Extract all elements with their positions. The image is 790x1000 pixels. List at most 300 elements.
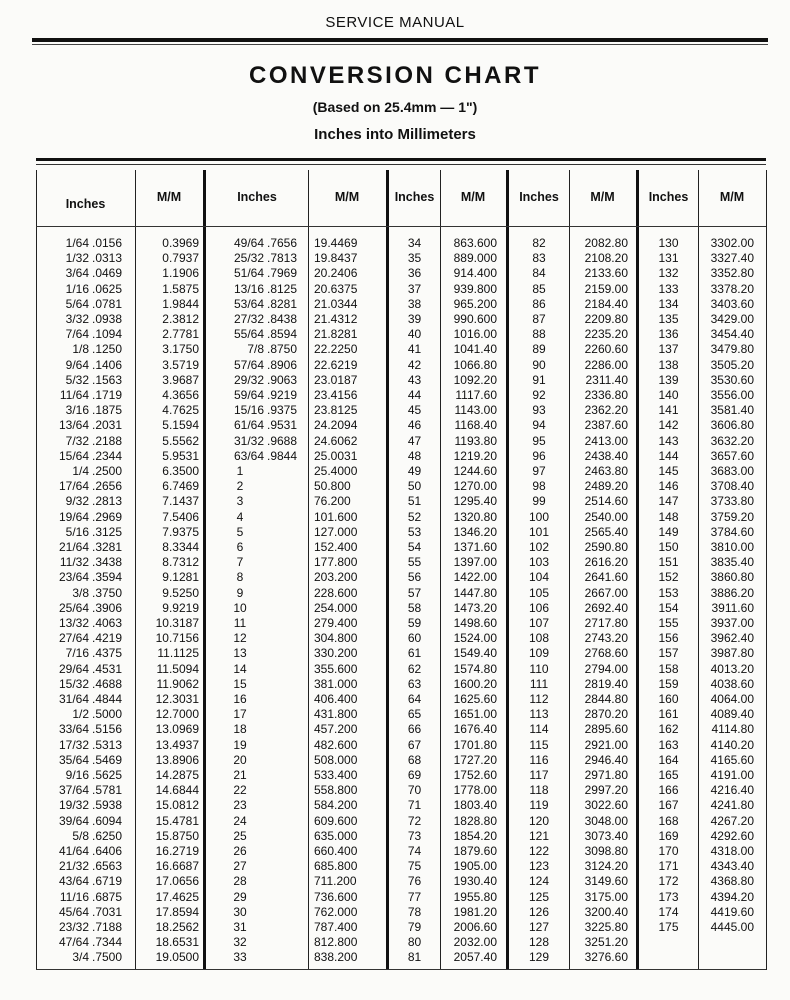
mm-cell: 609.600 (314, 813, 358, 828)
fraction-cell: 57/64 (233, 357, 264, 372)
inch-cell: 114 (529, 722, 549, 737)
fraction-cell: 1/4 (72, 464, 89, 478)
inch-cell: 3 (236, 494, 244, 509)
decimal-cell: .1094 (92, 327, 123, 342)
inch-cell: 31 (233, 920, 247, 934)
inch-cell: 72 (407, 813, 422, 828)
mm-cell: 18.2562 (155, 920, 199, 934)
fraction-cell: 49/64 (233, 236, 264, 250)
inch-cell: 79 (407, 920, 422, 934)
mm-cell: 2489.20 (584, 479, 628, 494)
inch-cell: 42 (407, 357, 422, 372)
inch-cell: 98 (532, 479, 546, 494)
inch-cell: 174 (658, 904, 679, 919)
inch-cell: 67 (407, 737, 422, 752)
inch-cell: 90 (532, 357, 546, 372)
mm-cell: 1549.40 (453, 646, 497, 661)
mm-cell: 584.200 (314, 798, 358, 813)
decimal-cell: .8281 (267, 296, 298, 311)
mm-cell: 23.8125 (314, 403, 358, 418)
fraction-cell: 7/16 (65, 646, 89, 661)
mm-cell: 5.1594 (162, 418, 199, 433)
mm-cell: 4038.60 (710, 676, 754, 691)
mm-cell: 50.800 (314, 479, 351, 494)
mm-cell: 2184.40 (584, 296, 628, 311)
inch-cell: 148 (658, 509, 679, 524)
mm-cell: 16.6687 (155, 859, 199, 874)
decimal-cell: .1875 (92, 403, 123, 418)
mm-cell: 5.5562 (162, 433, 199, 448)
mm-cell: 6.3500 (162, 464, 199, 478)
inch-cell: 29 (233, 889, 247, 904)
mm-cell: 2794.00 (584, 661, 628, 676)
decimal-cell: .1719 (92, 388, 123, 402)
inch-cell: 43 (407, 372, 422, 387)
mm-cell: 685.800 (314, 859, 358, 874)
mm-cell: 1651.00 (453, 707, 497, 722)
inch-cell: 143 (658, 433, 679, 448)
fraction-cell: 27/32 (233, 312, 264, 326)
mm-cell: 3683.00 (710, 464, 754, 478)
inch-cell: 10 (233, 600, 247, 615)
mm-cell: 3708.40 (710, 479, 754, 494)
mm-cell: 2133.60 (584, 266, 628, 281)
fraction-cell: 5/64 (65, 296, 89, 311)
mm-cell: 3175.00 (584, 889, 628, 904)
mm-cell: 2692.40 (584, 600, 628, 615)
decimal-cell: .0625 (92, 281, 123, 296)
mm-cell: 25.0031 (314, 448, 358, 463)
mm-cell: 11.9062 (156, 676, 199, 691)
inch-cell: 87 (532, 312, 546, 326)
decimal-cell: .5625 (92, 768, 123, 782)
fraction-cell: 9/16 (65, 768, 89, 782)
fraction-cell: 3/4 (72, 950, 89, 965)
mm-cell: 2336.80 (584, 388, 628, 402)
inch-cell: 68 (407, 752, 422, 767)
inch-cell: 146 (658, 479, 679, 494)
col-head-mm-5: M/M (719, 190, 745, 204)
mm-cell: 4216.40 (710, 783, 754, 798)
decimal-cell: .3594 (92, 570, 123, 585)
mm-cell: 1803.40 (453, 798, 497, 813)
mm-cell: 381.000 (314, 676, 358, 691)
mm-cell: 1320.80 (453, 509, 497, 524)
fraction-cell: 53/64 (233, 296, 264, 311)
inch-cell: 40 (407, 327, 422, 342)
mm-cell: 11.5094 (156, 661, 199, 676)
inch-cell: 39 (407, 312, 422, 326)
mm-cell: 19.0500 (155, 950, 199, 965)
inch-cell: 86 (532, 296, 546, 311)
col-head-mm-1: M/M (156, 190, 182, 204)
inch-cell: 168 (658, 813, 679, 828)
inch-cell: 2 (236, 479, 244, 494)
mm-cell: 2844.80 (584, 692, 628, 706)
inch-cell: 144 (658, 448, 679, 463)
mm-cell: 1981.20 (453, 904, 497, 919)
fraction-cell: 59/64 (233, 388, 264, 402)
inch-cell: 110 (529, 661, 549, 676)
mm-cell: 17.4625 (155, 889, 199, 904)
inch-cell: 113 (529, 707, 549, 722)
fraction-cell: 17/64 (58, 479, 89, 494)
inch-cell: 78 (407, 904, 422, 919)
col-head-inches-3: Inches (394, 190, 435, 204)
fraction-cell: 63/64 (233, 448, 264, 463)
inch-cell: 107 (528, 616, 550, 630)
inch-cell: 53 (407, 524, 422, 539)
mm-cell: 4013.20 (710, 661, 754, 676)
mm-cell: 203.200 (314, 570, 358, 585)
inch-cell: 128 (528, 935, 550, 950)
mm-cell: 1168.40 (454, 418, 497, 433)
decimal-cell: .8125 (267, 281, 298, 296)
mm-cell: 1955.80 (453, 889, 497, 904)
mm-cell: 25.4000 (314, 464, 358, 478)
mm-cell: 3835.40 (710, 555, 754, 570)
fraction-cell: 5/32 (65, 372, 89, 387)
inch-cell: 165 (658, 768, 679, 782)
fraction-cell: 51/64 (233, 266, 264, 281)
mm-cell: 15.4781 (155, 813, 199, 828)
mm-cell: 3149.60 (584, 874, 628, 889)
mm-cell: 355.600 (314, 661, 358, 676)
inch-cell: 119 (529, 798, 549, 813)
decimal-cell: .7813 (267, 251, 298, 266)
inch-cell: 4 (236, 509, 244, 524)
mm-cell: 2641.60 (584, 570, 628, 585)
mm-cell: 2921.00 (584, 737, 628, 752)
mm-cell: 1854.20 (453, 828, 497, 843)
inch-cell: 70 (407, 783, 422, 798)
inch-cell: 15 (233, 676, 247, 691)
mm-cell: 3987.80 (710, 646, 754, 661)
inch-cell: 173 (658, 889, 679, 904)
inch-cell: 57 (407, 585, 422, 600)
fraction-cell: 3/32 (65, 312, 89, 326)
inch-cell: 108 (528, 631, 550, 646)
fraction-cell: 35/64 (58, 752, 89, 767)
fraction-cell: 11/32 (59, 555, 89, 570)
decimal-cell: .0469 (92, 266, 123, 281)
inch-cell: 115 (529, 737, 549, 752)
mm-cell: 889.000 (453, 251, 497, 266)
mm-cell: 2743.20 (584, 631, 628, 646)
fraction-cell: 5/8 (72, 828, 89, 843)
inch-cell: 160 (658, 692, 679, 706)
inch-cell: 50 (407, 479, 422, 494)
inch-cell: 105 (528, 585, 550, 600)
fraction-cell: 23/32 (58, 920, 89, 934)
inch-cell: 36 (407, 266, 422, 281)
mm-cell: 0.7937 (162, 251, 199, 266)
inch-cell: 120 (528, 813, 550, 828)
decimal-cell: .7344 (92, 935, 123, 950)
mm-cell: 1422.00 (453, 570, 497, 585)
inch-cell: 88 (532, 327, 546, 342)
inch-cell: 84 (532, 266, 546, 281)
inch-cell: 27 (233, 859, 247, 874)
inch-cell: 151 (658, 555, 679, 570)
mm-cell: 965.200 (453, 296, 497, 311)
mm-cell: 1752.60 (453, 768, 497, 782)
column-divider (698, 170, 699, 970)
inch-cell: 76 (407, 874, 422, 889)
inch-cell: 97 (532, 464, 546, 478)
inch-cell: 138 (658, 357, 679, 372)
inch-cell: 135 (658, 312, 679, 326)
decimal-cell: .9375 (267, 403, 298, 418)
fraction-cell: 23/64 (58, 570, 89, 585)
decimal-cell: .0156 (92, 236, 123, 250)
inch-cell: 19 (233, 737, 247, 752)
inch-cell: 1 (236, 464, 244, 478)
mm-cell: 177.800 (314, 555, 358, 570)
inch-cell: 17 (233, 707, 247, 722)
mm-cell: 2514.60 (584, 494, 628, 509)
fraction-cell: 33/64 (58, 722, 89, 737)
mm-cell: 1346.20 (453, 524, 497, 539)
inch-cell: 102 (528, 540, 550, 554)
inch-cell: 141 (658, 403, 679, 418)
inch-cell: 152 (658, 570, 679, 585)
inch-cell: 23 (233, 798, 247, 813)
decimal-cell: .6250 (92, 828, 123, 843)
decimal-cell: .5000 (92, 707, 123, 722)
col-head-inches-5: Inches (648, 190, 689, 204)
fraction-cell: 19/32 (58, 798, 89, 813)
mm-cell: 8.7312 (162, 555, 199, 570)
mm-cell: 3200.40 (584, 904, 628, 919)
inch-cell: 35 (407, 251, 422, 266)
page-subtitle-2: Inches into Millimeters (314, 126, 476, 143)
inch-cell: 83 (532, 251, 546, 266)
inch-cell: 106 (528, 600, 550, 615)
mm-cell: 14.2875 (155, 768, 199, 782)
mm-cell: 3.5719 (162, 357, 199, 372)
inch-cell: 77 (407, 889, 422, 904)
mm-cell: 3378.20 (710, 281, 754, 296)
mm-cell: 13.8906 (155, 752, 199, 767)
mm-cell: 18.6531 (155, 935, 199, 950)
mm-cell: 3302.00 (710, 236, 754, 250)
inch-cell: 145 (658, 464, 679, 478)
fraction-cell: 1/16 (65, 281, 89, 296)
decimal-cell: .7656 (267, 236, 298, 250)
fraction-cell: 13/64 (58, 418, 89, 433)
mm-cell: 2819.40 (584, 676, 628, 691)
mm-cell: 9.1281 (162, 570, 199, 585)
mm-cell: 76.200 (314, 494, 351, 509)
mm-cell: 3860.80 (710, 570, 754, 585)
inch-cell: 121 (528, 828, 550, 843)
inch-cell: 75 (407, 859, 422, 874)
col-head-mm-3: M/M (460, 190, 486, 204)
inch-cell: 92 (532, 388, 546, 402)
inch-cell: 95 (532, 433, 546, 448)
mm-cell: 3225.80 (584, 920, 628, 934)
mm-cell: 3530.60 (710, 372, 754, 387)
decimal-cell: .5781 (92, 783, 123, 798)
inch-cell: 101 (528, 524, 550, 539)
decimal-cell: .2813 (92, 494, 123, 509)
inch-cell: 52 (407, 509, 422, 524)
inch-cell: 134 (658, 296, 679, 311)
mm-cell: 1219.20 (453, 448, 497, 463)
inch-cell: 118 (529, 783, 549, 798)
inch-cell: 117 (529, 768, 549, 782)
mm-cell: 431.800 (314, 707, 358, 722)
inch-cell: 161 (658, 707, 679, 722)
decimal-cell: .7031 (92, 904, 123, 919)
mm-cell: 3505.20 (710, 357, 754, 372)
mm-cell: 127.000 (314, 524, 358, 539)
inch-cell: 149 (658, 524, 679, 539)
mm-cell: 4.7625 (162, 403, 199, 418)
decimal-cell: .3750 (92, 585, 123, 600)
decimal-cell: .9844 (267, 448, 298, 463)
fraction-cell: 25/64 (58, 600, 89, 615)
fraction-cell: 15/32 (58, 676, 89, 691)
inch-cell: 89 (532, 342, 546, 357)
inch-cell: 142 (658, 418, 679, 433)
mm-cell: 2286.00 (584, 357, 628, 372)
inch-cell: 91 (532, 372, 546, 387)
mm-cell: 4445.00 (710, 920, 754, 934)
inch-cell: 147 (658, 494, 679, 509)
mm-cell: 4394.20 (710, 889, 754, 904)
fraction-cell: 47/64 (58, 935, 89, 950)
decimal-cell: .9531 (267, 418, 298, 433)
decimal-cell: .8750 (267, 342, 298, 357)
mm-cell: 3632.20 (710, 433, 754, 448)
mm-cell: 21.8281 (314, 327, 358, 342)
mm-cell: 2235.20 (584, 327, 628, 342)
inch-cell: 34 (407, 236, 422, 250)
mm-cell: 1828.80 (453, 813, 497, 828)
mm-cell: 279.400 (314, 616, 358, 630)
mm-cell: 4064.00 (710, 692, 754, 706)
table-top-rule-thin (36, 164, 766, 165)
inch-cell: 122 (528, 844, 550, 858)
mm-cell: 11.1125 (157, 646, 199, 661)
inch-cell: 47 (407, 433, 422, 448)
mm-cell: 15.8750 (155, 828, 199, 843)
inch-cell: 20 (233, 752, 247, 767)
mm-cell: 2946.40 (584, 752, 628, 767)
mm-cell: 3.9687 (162, 372, 199, 387)
decimal-cell: .5938 (92, 798, 123, 813)
mm-cell: 2895.60 (584, 722, 628, 737)
mm-cell: 3784.60 (710, 524, 754, 539)
mm-cell: 4089.40 (710, 707, 754, 722)
mm-cell: 457.200 (314, 722, 358, 737)
mm-cell: 23.0187 (314, 372, 358, 387)
fraction-cell: 31/32 (233, 433, 264, 448)
mm-cell: 1371.60 (453, 540, 497, 554)
fraction-cell: 1/8 (72, 342, 89, 357)
mm-cell: 5.9531 (162, 448, 199, 463)
inch-cell: 48 (407, 448, 422, 463)
inch-cell: 82 (532, 236, 546, 250)
decimal-cell: .0313 (92, 251, 123, 266)
inch-cell: 16 (233, 692, 247, 706)
mm-cell: 3454.40 (710, 327, 754, 342)
mm-cell: 2413.00 (584, 433, 628, 448)
mm-cell: 1676.40 (453, 722, 497, 737)
fraction-cell: 1/64 (65, 236, 89, 250)
mm-cell: 15.0812 (155, 798, 199, 813)
mm-cell: 1092.20 (453, 372, 497, 387)
mm-cell: 1.1906 (162, 266, 199, 281)
mm-cell: 3352.80 (710, 266, 754, 281)
fraction-cell: 7/32 (65, 433, 89, 448)
inch-cell: 131 (658, 251, 679, 266)
table-border-right (766, 170, 767, 970)
decimal-cell: .2031 (92, 418, 123, 433)
decimal-cell: .4844 (92, 692, 123, 706)
mm-cell: 3556.00 (710, 388, 754, 402)
mm-cell: 1244.60 (453, 464, 497, 478)
inch-cell: 11 (233, 616, 247, 630)
mm-cell: 3479.80 (710, 342, 754, 357)
mm-cell: 1447.80 (453, 585, 497, 600)
mm-cell: 508.000 (314, 752, 358, 767)
manual-header: SERVICE MANUAL (325, 14, 465, 31)
decimal-cell: .6719 (92, 874, 123, 889)
col-head-inches-2: Inches (237, 190, 277, 204)
mm-cell: 2565.40 (584, 524, 628, 539)
mm-cell: 3098.80 (584, 844, 628, 858)
inch-cell: 62 (407, 661, 422, 676)
mm-cell: 13.0969 (155, 722, 199, 737)
fraction-cell: 39/64 (58, 813, 89, 828)
fraction-cell: 19/64 (58, 509, 89, 524)
mm-cell: 9.5250 (162, 585, 199, 600)
fraction-cell: 11/64 (59, 388, 89, 402)
inch-cell: 25 (233, 828, 247, 843)
inch-cell: 109 (528, 646, 550, 661)
mm-cell: 7.9375 (162, 524, 199, 539)
mm-cell: 1117.60 (455, 388, 497, 402)
decimal-cell: .4531 (92, 661, 123, 676)
table-border-left (36, 170, 37, 970)
inch-cell: 137 (658, 342, 679, 357)
decimal-cell: .3438 (92, 555, 123, 570)
column-divider (440, 170, 441, 970)
inch-cell: 158 (658, 661, 679, 676)
fraction-cell: 1/2 (72, 707, 89, 722)
mm-cell: 1498.60 (453, 616, 497, 630)
decimal-cell: .4219 (92, 631, 123, 646)
header-rule-thin (32, 44, 768, 45)
fraction-cell: 13/32 (58, 616, 89, 630)
mm-cell: 17.0656 (155, 874, 199, 889)
inch-cell: 172 (658, 874, 679, 889)
inch-cell: 159 (658, 676, 679, 691)
mm-cell: 6.7469 (162, 479, 199, 494)
fraction-cell: 7/8 (247, 342, 264, 357)
mm-cell: 2032.00 (453, 935, 497, 950)
mm-cell: 101.600 (314, 509, 358, 524)
inch-cell: 136 (658, 327, 679, 342)
mm-cell: 2159.00 (584, 281, 628, 296)
mm-cell: 21.4312 (314, 312, 358, 326)
mm-cell: 21.0344 (314, 296, 358, 311)
mm-cell: 1143.00 (454, 403, 497, 418)
inch-cell: 171 (658, 859, 679, 874)
